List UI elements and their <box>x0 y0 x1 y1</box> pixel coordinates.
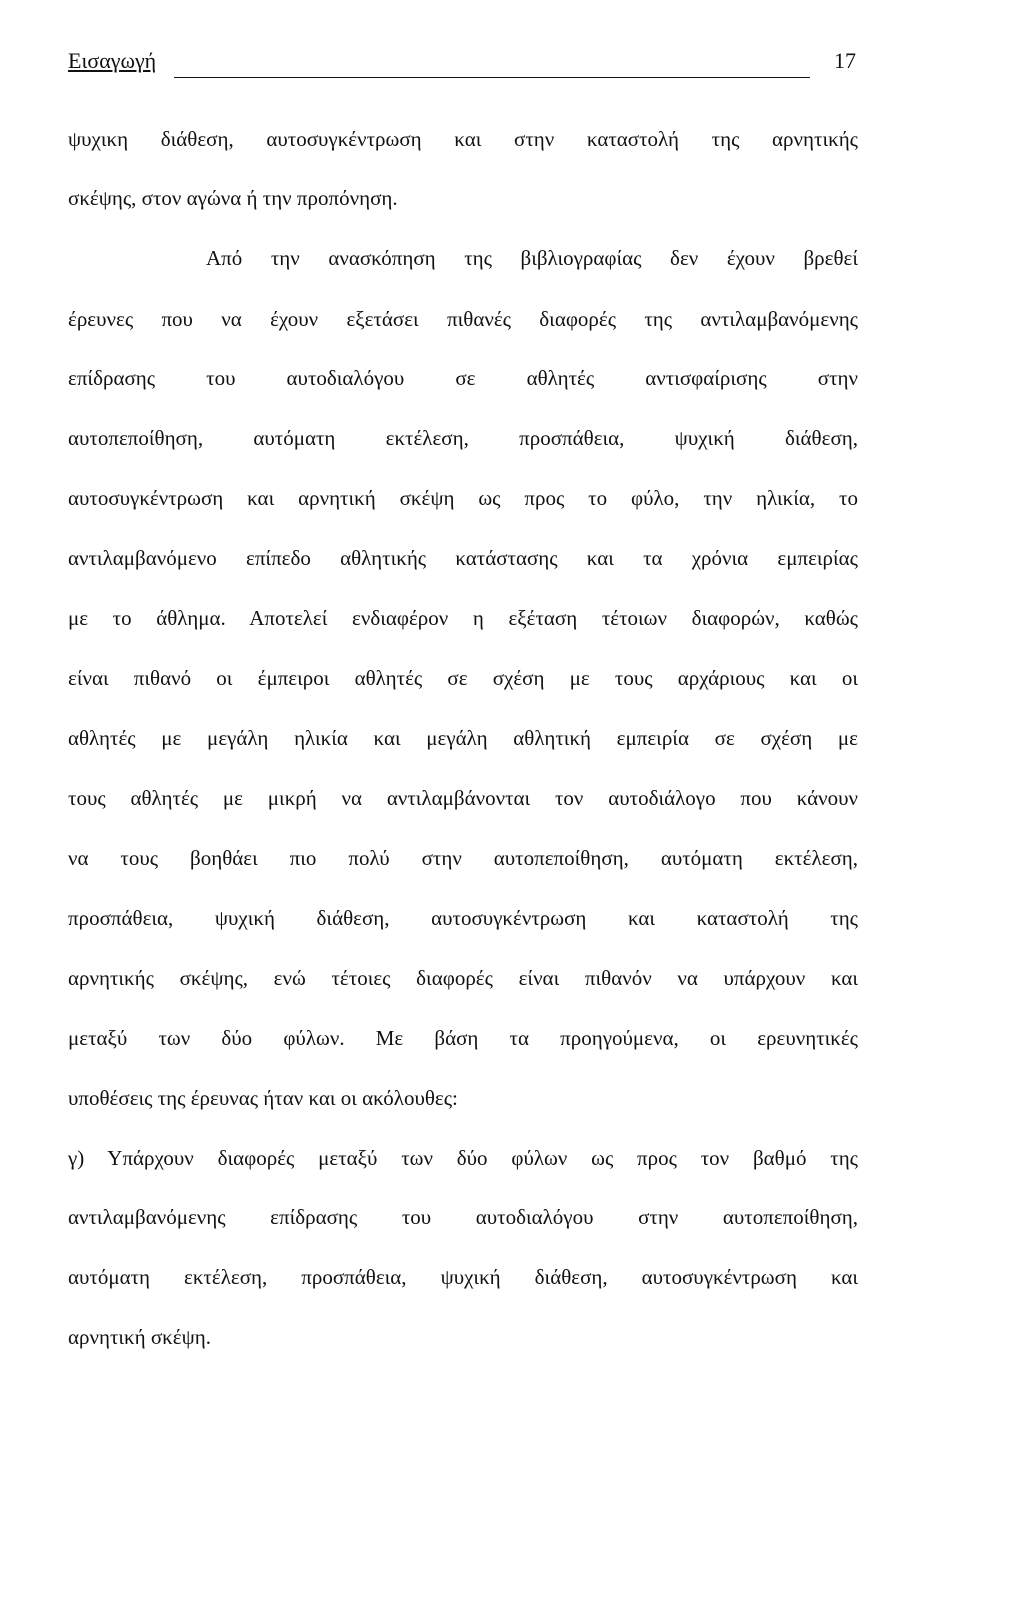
text-line: να τους βοηθάει πιο πολύ στην αυτοπεποίθηση, αυτόματη εκτέλεση, <box>68 846 858 870</box>
text-line: μεταξύ των δύο φύλων. Με βάση τα προηγούμενα, οι ερευνητικές <box>68 1026 858 1050</box>
text-line: με το άθλημα. Αποτελεί ενδιαφέρον η εξέταση τέτοιων διαφορών, καθώς <box>68 606 858 630</box>
text-line: Από την ανασκόπηση της βιβλιογραφίας δεν έχουν βρεθεί <box>206 246 858 270</box>
text-line: αντιλαμβανόμενο επίπεδο αθλητικής κατάστασης και τα χρόνια εμπειρίας <box>68 546 858 570</box>
text-line: αυτοπεποίθηση, αυτόματη εκτέλεση, προσπάθεια, ψυχική διάθεση, <box>68 426 858 450</box>
chapter-title: Εισαγωγή <box>68 48 157 73</box>
text-line: αυτόματη εκτέλεση, προσπάθεια, ψυχική διάθεση, αυτοσυγκέντρωση και <box>68 1265 858 1289</box>
text-line: ψυχικη διάθεση, αυτοσυγκέντρωση και στην καταστολή της αρνητικής <box>68 127 858 151</box>
text-line: προσπάθεια, ψυχική διάθεση, αυτοσυγκέντρωση και καταστολή της <box>68 906 858 930</box>
text-line: αντιλαμβανόμενης επίδρασης του αυτοδιαλόγου στην αυτοπεποίθηση, <box>68 1205 858 1229</box>
page-number: 17 <box>834 48 856 73</box>
text-line: έρευνες που να έχουν εξετάσει πιθανές διαφορές της αντιλαμβανόμενης <box>68 307 858 331</box>
text-line: επίδρασης του αυτοδιαλόγου σε αθλητές αντισφαίρισης στην <box>68 366 858 390</box>
running-header <box>68 48 856 82</box>
text-line: αθλητές με μεγάλη ηλικία και μεγάλη αθλητική εμπειρία σε σχέση με <box>68 726 858 750</box>
header-rule <box>174 77 810 78</box>
text-line: είναι πιθανό οι έμπειροι αθλητές σε σχέση με τους αρχάριους και οι <box>68 666 858 690</box>
text-line: αρνητική σκέψη. <box>68 1325 211 1349</box>
text-line: γ) Υπάρχουν διαφορές μεταξύ των δύο φύλων ως προς τον βαθμό της <box>68 1146 858 1170</box>
text-line: αυτοσυγκέντρωση και αρνητική σκέψη ως προς το φύλο, την ηλικία, το <box>68 486 858 510</box>
text-line: σκέψης, στον αγώνα ή την προπόνηση. <box>68 186 398 210</box>
text-line: υποθέσεις της έρευνας ήταν και οι ακόλουθες: <box>68 1086 458 1110</box>
text-line: αρνητικής σκέψης, ενώ τέτοιες διαφορές είναι πιθανόν να υπάρχουν και <box>68 966 858 990</box>
text-line: τους αθλητές με μικρή να αντιλαμβάνονται τον αυτοδιάλογο που κάνουν <box>68 786 858 810</box>
